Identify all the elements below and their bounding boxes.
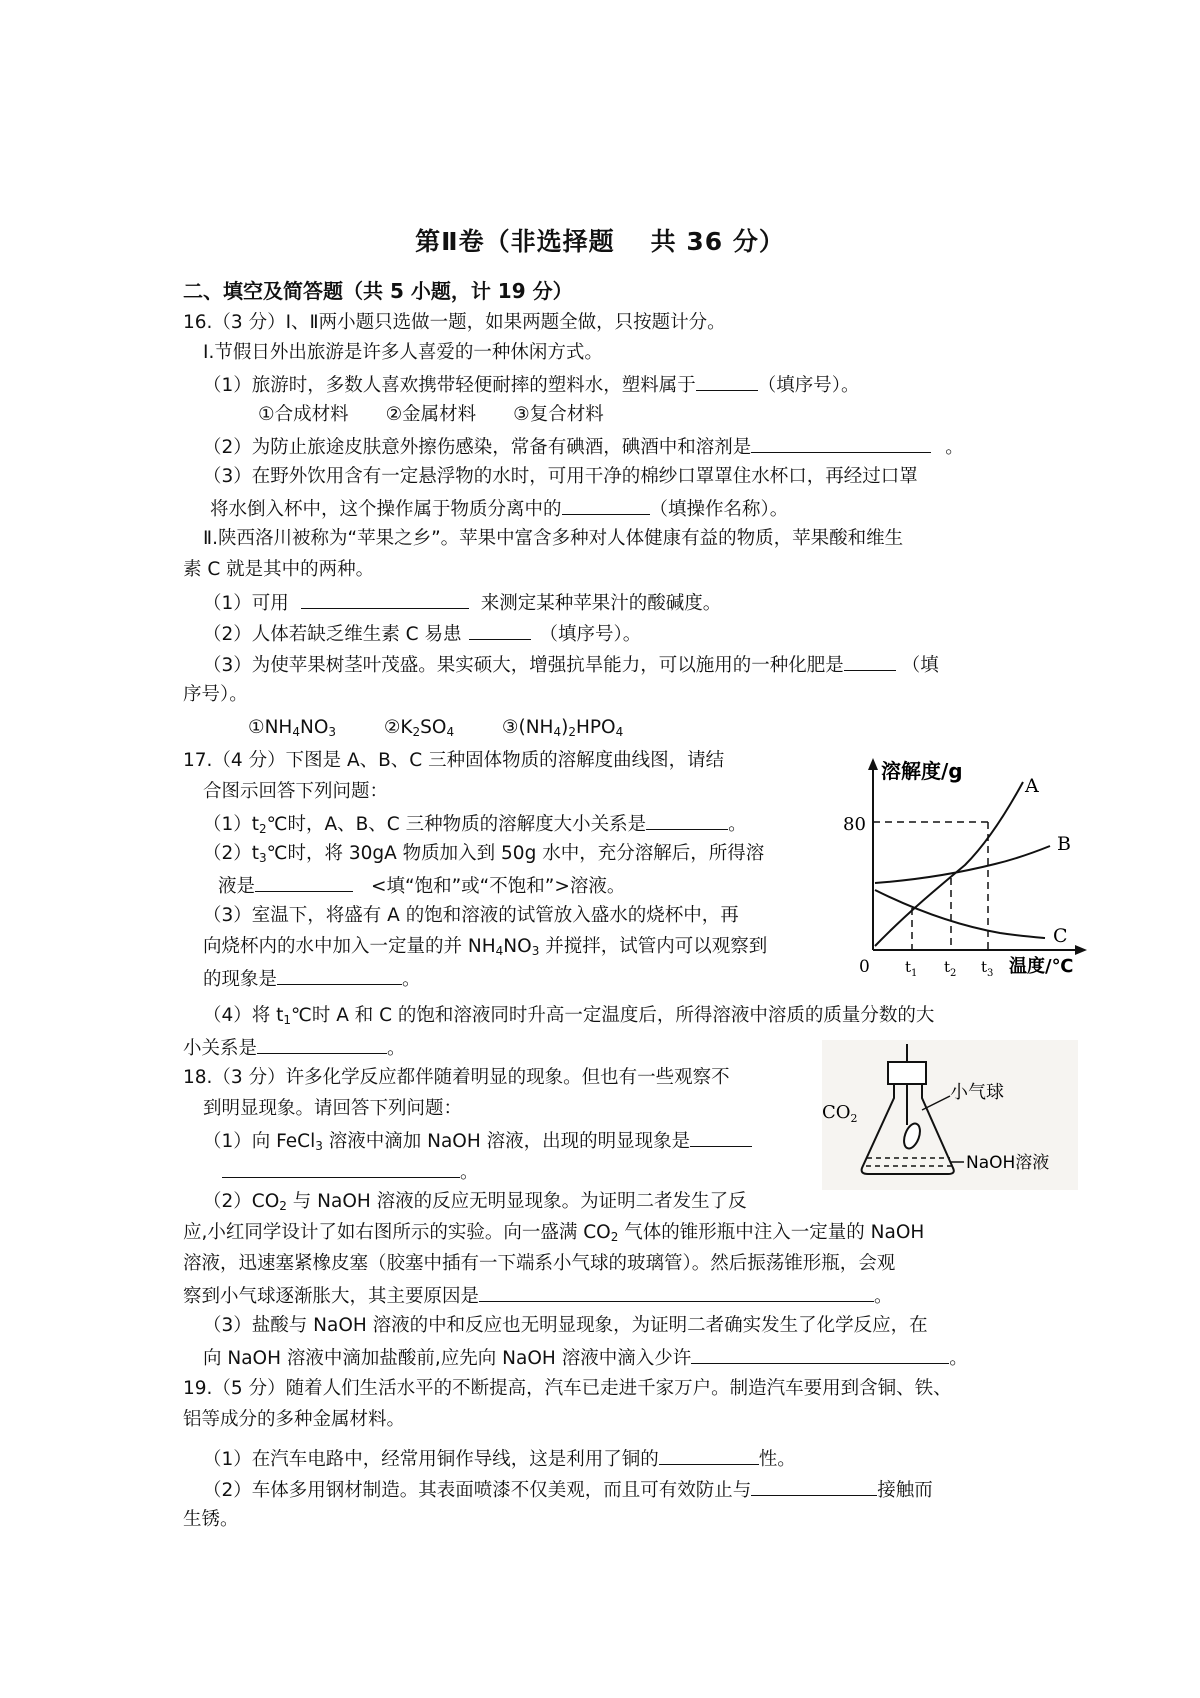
answer-blank[interactable] [751,1477,877,1496]
x-axis-arrow [1075,945,1087,955]
q16-line [203,652,939,678]
x-tick-t2-letter: t [944,958,951,976]
q17-text: ℃时，将 30gA 物质加入到 50g 水中，充分溶解后，所得溶 [266,843,765,864]
q16-text: （填序号）。 [539,624,642,645]
q17-text: NO [503,936,532,957]
subscript: 3 [259,851,267,865]
q17-line: 合图示回答下列问题： [203,781,389,802]
q19-line: 生锈。 [183,1509,239,1530]
curve-c-label: C [1053,925,1068,947]
y-axis-arrow [868,758,878,770]
q16-line: 16.（3 分）Ⅰ、Ⅱ两小题只选做一题，如果两题全做，只按题计分。 [183,312,726,333]
q18-line [203,1345,968,1371]
curve-c [875,890,1045,938]
curve-b [875,846,1050,883]
balloon-label: 小气球 [950,1082,1004,1103]
answer-blank[interactable] [257,1035,387,1054]
option-3: ③(NH [501,717,554,738]
subscript: 4 [615,725,624,739]
q18-line [222,1159,479,1185]
answer-blank[interactable] [844,652,896,671]
curve-a [875,782,1023,946]
x-tick-t1-sub: 1 [911,968,918,979]
q18-text: （2）CO [203,1191,280,1212]
option-1: ①NH [248,717,293,738]
naoh-label: NaOH溶液 [966,1153,1050,1173]
curve-a-label: A [1025,775,1039,797]
q16-options [248,716,623,740]
q19-text: 性。 [758,1449,796,1470]
answer-blank[interactable] [751,434,931,453]
q16-line [203,590,721,616]
q17-line [203,842,764,866]
q17-line [203,1004,934,1028]
answer-blank[interactable] [691,1345,949,1364]
rubber-stopper [888,1062,926,1084]
x-tick-t3-letter: t [981,958,988,976]
q19-line [203,1446,796,1472]
q16-text: 来测定某种苹果汁的酸碱度。 [480,593,722,614]
q16-line [203,434,964,460]
answer-blank[interactable] [255,873,353,892]
q16-text: （1）可用 [203,593,289,614]
title-main: 第Ⅱ卷（非选择题 [415,227,615,256]
answer-blank[interactable] [646,811,728,830]
subscript: 2 [412,725,421,739]
q18-line: 到明显现象。请回答下列问题： [203,1098,463,1119]
q16-line [203,372,860,398]
subscript: 2 [610,1230,619,1244]
subscript: 2 [279,1199,287,1213]
q17-line [203,966,421,992]
section-heading: 二、填空及简答题（共 5 小题，计 19 分） [183,279,573,303]
q17-text: 并搅拌，试管内可以观察到 [539,936,768,957]
q16-text: （填序号）。 [757,375,860,396]
q19-text: （2）车体多用钢材制造。其表面喷漆不仅美观，而且可有效防止与 [203,1480,752,1501]
subscript: 4 [495,944,504,958]
option-1: NO [299,717,329,738]
q18-line [203,1128,752,1154]
q19-line: 铝等成分的多种金属材料。 [183,1409,406,1430]
q19-line: 19.（5 分）随着人们生活水平的不断提高，汽车已走进千家万户。制造汽车要用到含铜、铁、 [183,1378,952,1399]
q17-text: （2）t [203,843,260,864]
q16-text: （2）为防止旅途皮肤意外擦伤感染，常备有碘酒，碘酒中和溶剂是 [203,437,752,458]
x-tick-t2 [944,958,956,979]
option-3: HPO [575,717,616,738]
q17-line: （3）室温下，将盛有 A 的饱和溶液的试管放入盛水的烧杯中，再 [203,905,739,926]
q19-line [203,1477,933,1503]
q16-options: ①合成材料 ②金属材料 ③复合材料 [258,404,604,425]
subscript: 3 [328,725,337,739]
q16-text: （1）旅游时，多数人喜欢携带轻便耐摔的塑料水，塑料属于 [203,375,696,396]
q16-text: （填 [901,655,939,676]
answer-blank[interactable] [301,590,469,609]
answer-blank[interactable] [659,1446,759,1465]
q16-text: （3）为使苹果树茎叶茂盛。果实硕大，增强抗旱能力，可以施用的一种化肥是 [203,655,844,676]
q18-line [203,1190,747,1214]
q16-line: 素 C 就是其中的两种。 [183,559,375,580]
q17-text: 向烧杯内的水中加入一定量的并 NH [203,936,496,957]
q17-line [218,873,625,899]
option-2: ②K [383,717,413,738]
q18-text: 向 NaOH 溶液中滴加盐酸前,应先向 NaOH 溶液中滴入少许 [203,1348,692,1369]
q18-line: 18.（3 分）许多化学反应都伴随着明显的现象。但也有一些观察不 [183,1067,730,1088]
answer-blank[interactable] [690,1128,752,1147]
q16-text: （填操作名称）。 [649,499,789,520]
curve-b-label: B [1057,833,1071,855]
x-tick-t3 [981,958,993,979]
q16-line: Ⅱ.陕西洛川被称为“苹果之乡”。苹果中富含多种对人体健康有益的物质，苹果酸和维生 [203,528,904,549]
q19-text: （1）在汽车电路中，经常用铜作导线，这是利用了铜的 [203,1449,659,1470]
x-axis-label: 温度/℃ [1009,956,1074,977]
q18-text: 。 [949,1348,968,1369]
paper-title [0,222,1200,258]
q17-text: 。 [387,1038,406,1059]
q19-text: 接触而 [877,1480,933,1501]
solubility-curve-figure [835,750,1135,980]
q16-line [203,621,641,647]
q17-text: 液是 [218,876,256,897]
y-tick-80: 80 [843,814,866,835]
q17-text: 。 [402,969,421,990]
q16-line: 序号）。 [183,684,248,705]
title-score: 共 36 分） [650,227,785,256]
q18-line: （3）盐酸与 NaOH 溶液的中和反应也无明显现象，为证明二者确实发生了化学反应，在 [203,1315,928,1336]
q18-text: 溶液中滴加 NaOH 溶液，出现的明显现象是 [322,1131,691,1152]
q16-line [210,496,788,522]
subscript: 4 [446,725,455,739]
subscript: 3 [315,1139,323,1153]
q16-line: Ⅰ.节假日外出旅游是许多人喜爱的一种休闲方式。 [203,342,603,363]
q18-text: 应,小红同学设计了如右图所示的实验。向一盛满 CO [183,1222,611,1243]
answer-blank[interactable] [696,372,758,391]
co2-flask-figure [822,1040,1078,1190]
option-2: SO [420,717,447,738]
subscript: 4 [292,725,300,739]
q18-text: 气体的锥形瓶中注入一定量的 NaOH [618,1222,925,1243]
q17-text: 。 [728,814,747,835]
q18-text: （1）向 FeCl [203,1131,316,1152]
subscript: 2 [568,725,576,739]
subscript: 4 [553,725,562,739]
x-tick-t3-sub: 3 [987,968,994,979]
q16-text: 将水倒入杯中，这个操作属于物质分离中的 [210,499,562,520]
y-axis-label: 溶解度/g [881,759,963,783]
q17-line [203,811,747,837]
q18-text: 。 [460,1162,479,1183]
q17-text: （4）将 t [203,1005,284,1026]
q16-text: 。 [945,437,964,458]
x-tick-t1-letter: t [905,958,912,976]
q16-text: （2）人体若缺乏维生素 C 易患 [203,624,462,645]
subscript: 3 [531,944,540,958]
answer-blank[interactable] [277,966,402,985]
q18-line [183,1283,893,1309]
q16-line: （3）在野外饮用含有一定悬浮物的水时，可用干净的棉纱口罩罩住水杯口，再经过口罩 [203,466,918,487]
co2-sub: 2 [850,1112,858,1125]
q17-text: ℃时 A 和 C 的饱和溶液同时升高一定温度后，所得溶液中溶质的质量分数的大 [291,1005,935,1026]
q17-line [183,1035,406,1061]
subscript: 2 [259,822,267,836]
q17-text: 的现象是 [203,969,278,990]
x-tick-t2-sub: 2 [950,968,957,979]
answer-blank[interactable] [562,496,650,515]
q17-text: 小关系是 [183,1038,258,1059]
q18-line [183,1221,924,1245]
q17-text: ℃时，A、B、C 三种物质的溶解度大小关系是 [266,814,647,835]
q17-line [203,935,767,959]
answer-blank[interactable] [469,621,531,640]
q18-line: 溶液，迅速塞紧橡皮塞（胶塞中插有一下端系小气球的玻璃管）。然后振荡锥形瓶，会观 [183,1253,896,1274]
q17-text: <填“饱和”或“不饱和”>溶液。 [371,876,626,897]
q18-text: 察到小气球逐渐胀大，其主要原因是 [183,1286,480,1307]
answer-blank[interactable] [222,1159,460,1178]
origin-label: 0 [859,957,870,977]
q17-line: 17.（4 分）下图是 A、B、C 三种固体物质的溶解度曲线图，请结 [183,750,725,771]
x-tick-t1 [905,958,917,979]
q17-text: （1）t [203,814,260,835]
answer-blank[interactable] [479,1283,874,1302]
q18-text: 与 NaOH 溶液的反应无明显现象。为证明二者发生了反 [286,1191,747,1212]
co2-letters: CO [822,1102,851,1123]
q18-text: 。 [874,1286,893,1307]
option-3: ) [561,717,569,738]
subscript: 1 [283,1013,292,1027]
